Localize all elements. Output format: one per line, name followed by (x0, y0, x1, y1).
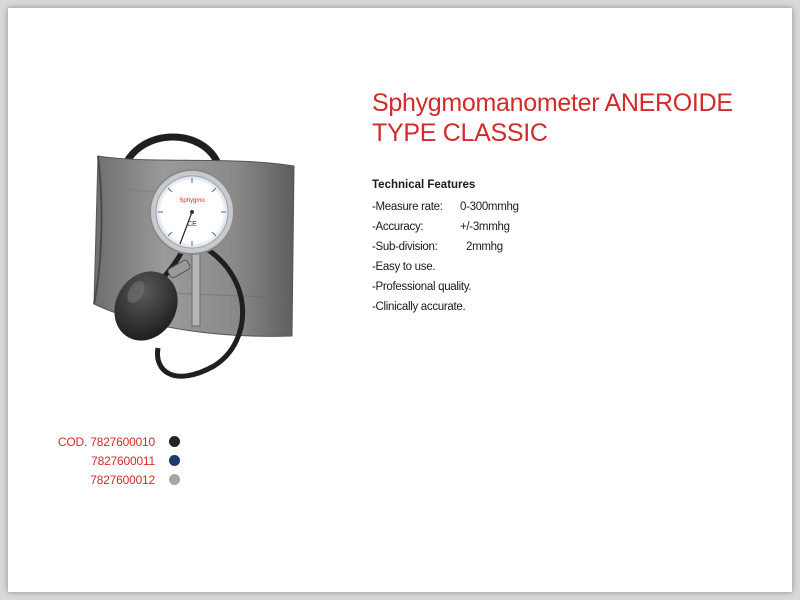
feature-label: -Clinically accurate. (372, 301, 466, 313)
product-sheet (8, 8, 792, 592)
feature-row (372, 277, 672, 297)
feature-value: 2mmhg (466, 241, 503, 253)
code-row (40, 470, 180, 489)
product-code: 7827600011 (91, 453, 155, 468)
feature-value: 0-300mmhg (460, 201, 519, 213)
feature-label: -Professional quality. (372, 281, 472, 293)
product-title-line2: TYPE CLASSIC (372, 119, 548, 147)
gauge-brand: Sphygmo (179, 198, 205, 204)
feature-row (372, 257, 672, 277)
color-swatch-black (169, 436, 180, 447)
feature-label: -Measure rate: (372, 201, 443, 213)
color-swatch-blue (169, 455, 180, 466)
feature-label: -Sub-division: (372, 241, 438, 253)
feature-row (372, 217, 672, 237)
feature-row (372, 297, 672, 317)
product-title (372, 88, 782, 148)
code-row (40, 451, 180, 470)
feature-row (372, 197, 672, 217)
product-codes (40, 432, 180, 489)
feature-label: -Accuracy: (372, 221, 424, 233)
technical-features (372, 176, 672, 317)
code-row (40, 432, 180, 451)
color-swatch-grey (169, 474, 180, 485)
feature-value: +/-3mmhg (460, 221, 510, 233)
feature-label: -Easy to use. (372, 261, 436, 273)
sphygmomanometer-image (84, 126, 310, 388)
product-title-line1: Sphygmomanometer ANEROIDE (372, 89, 733, 117)
features-heading: Technical Features (372, 179, 476, 191)
feature-row (372, 237, 672, 257)
product-code: 7827600012 (90, 472, 155, 487)
product-code: COD. 7827600010 (57, 434, 155, 449)
svg-text:CE: CE (187, 221, 197, 228)
